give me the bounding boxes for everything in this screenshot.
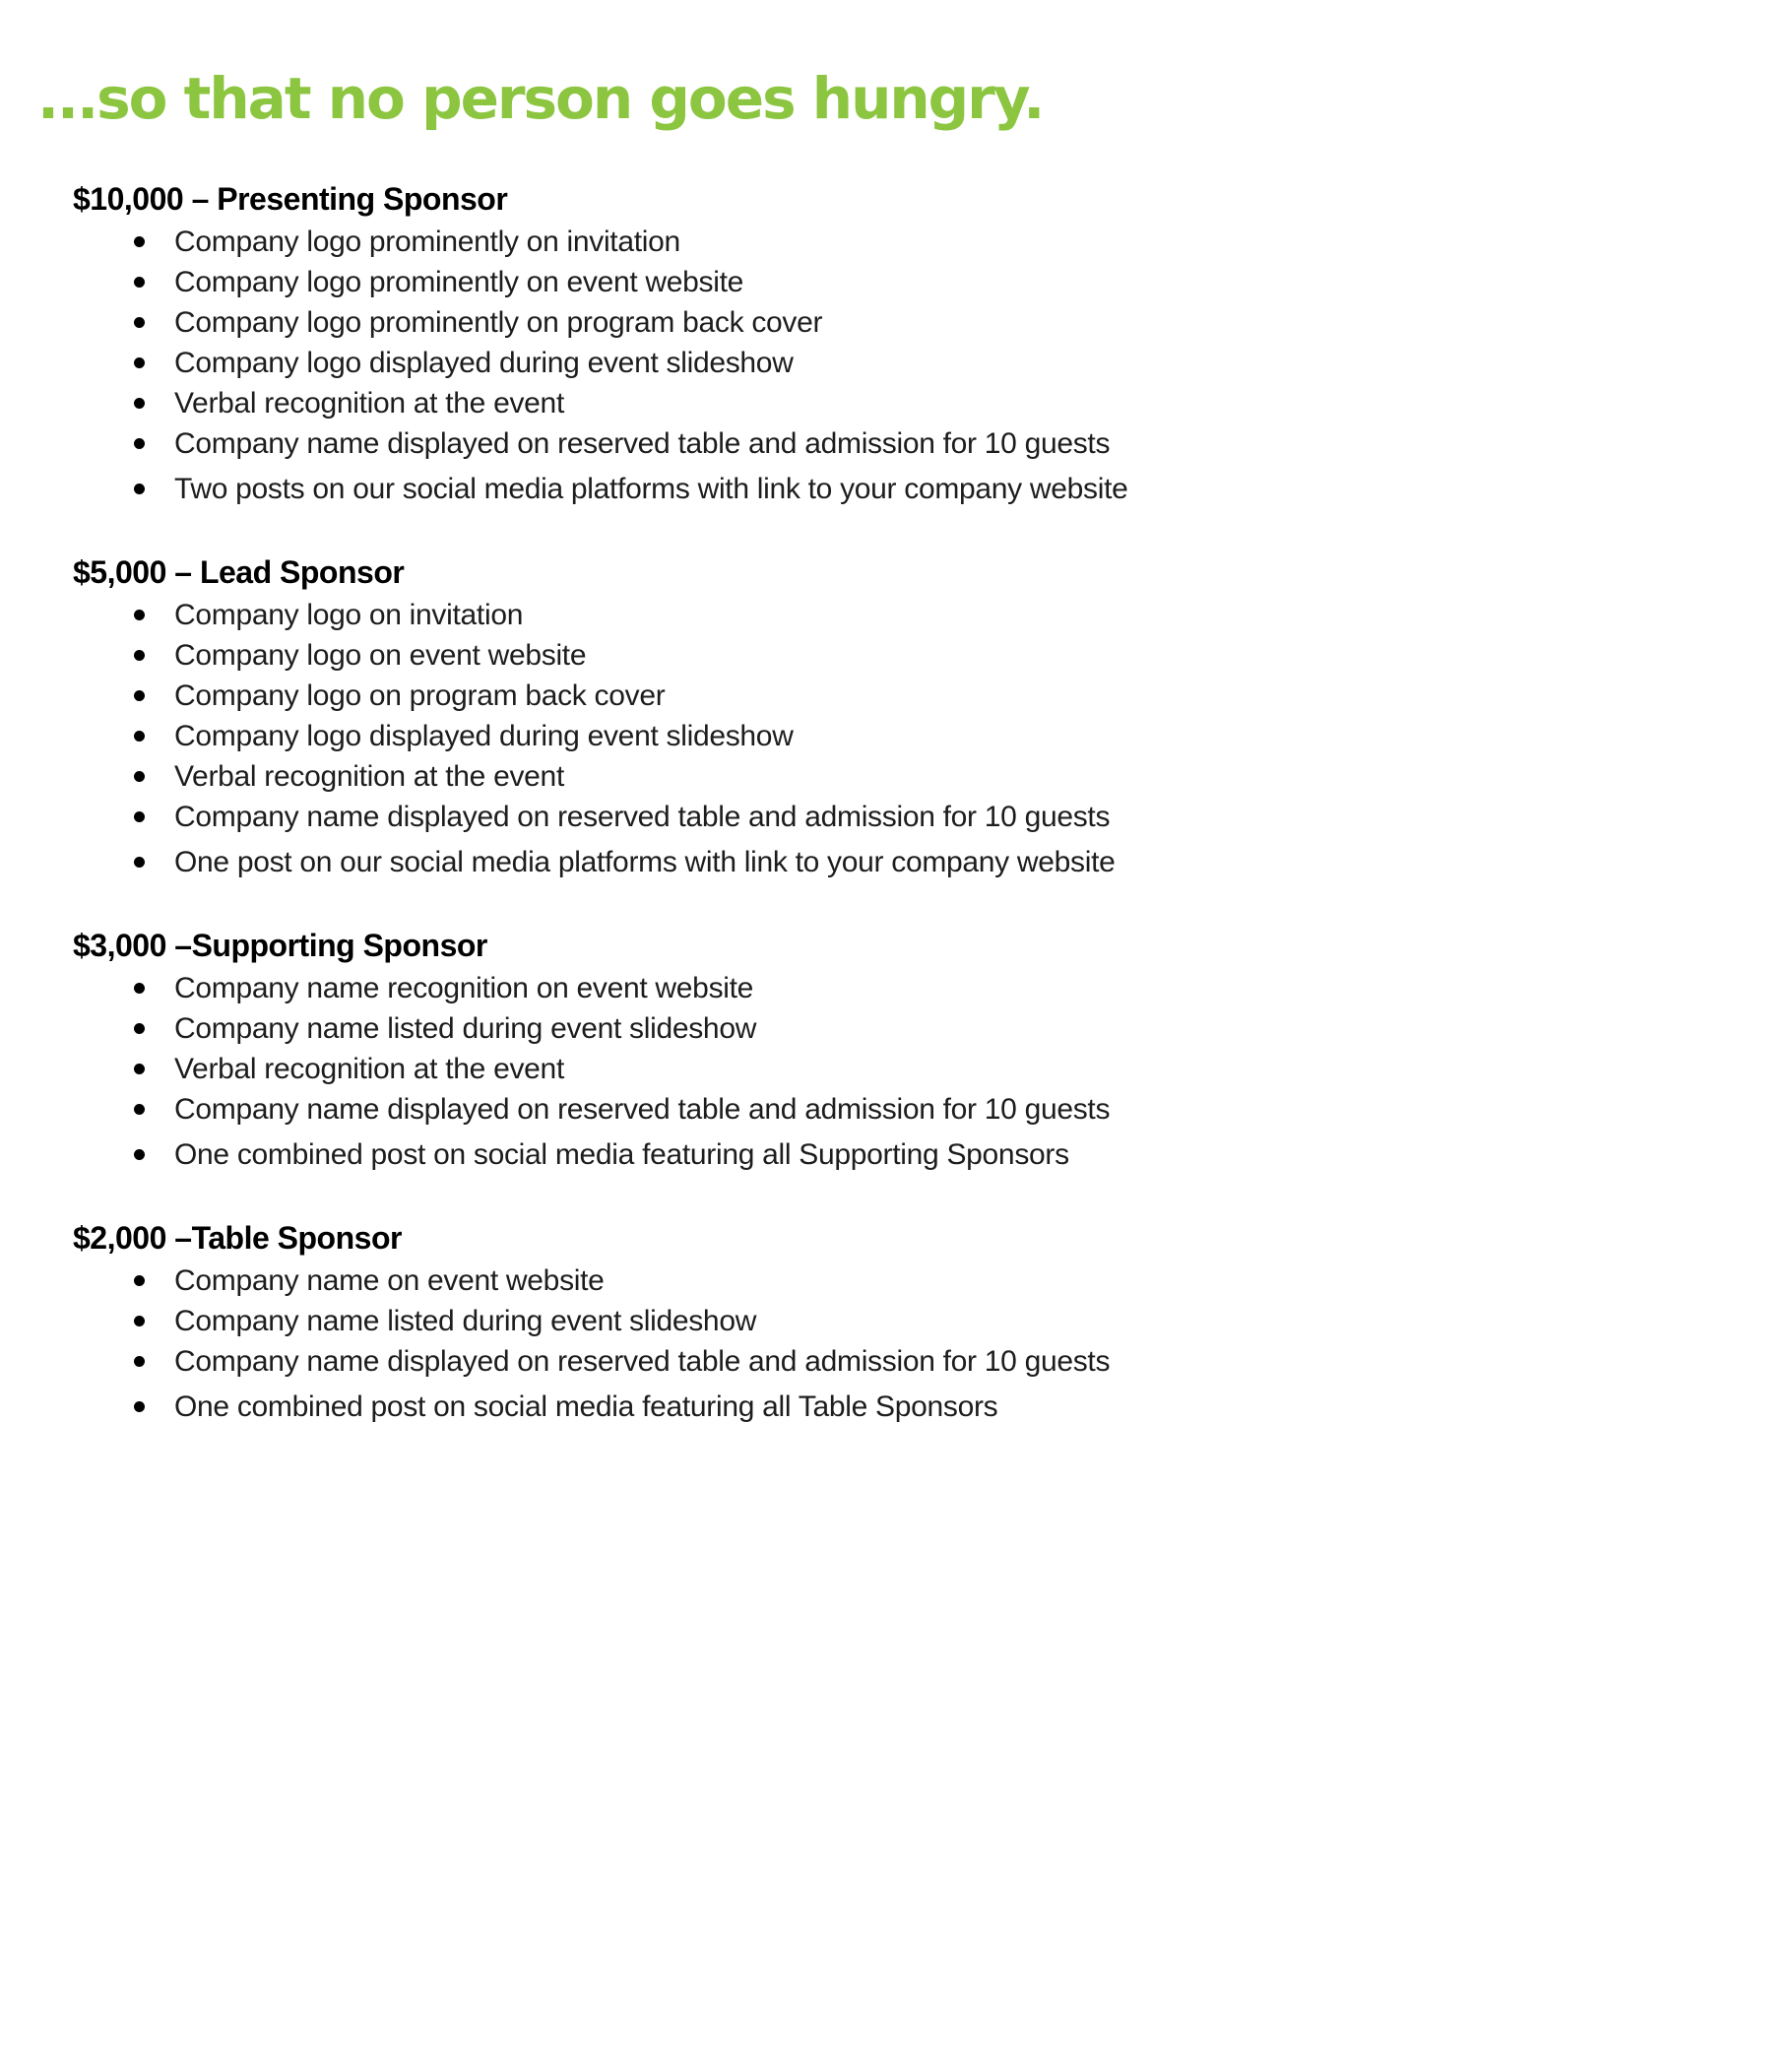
list-item: Company logo on program back cover bbox=[73, 676, 1737, 716]
list-item: Company logo prominently on invitation bbox=[73, 222, 1737, 262]
list-item: Company name displayed on reserved table and admission for 10 guests bbox=[73, 423, 1737, 464]
list-item: Company name listed during event slideshow bbox=[73, 1008, 1737, 1049]
tier-section-lead-sponsor bbox=[73, 552, 1737, 882]
tier-title-lead: $5,000 – Lead Sponsor bbox=[73, 554, 405, 591]
list-item: Company name on event website bbox=[73, 1260, 1737, 1301]
list-item: Company logo on event website bbox=[73, 635, 1737, 676]
list-item: One combined post on social media featuring all Table Sponsors bbox=[73, 1387, 1737, 1427]
list-item: Two posts on our social media platforms with link to your company website bbox=[73, 469, 1737, 509]
list-item: Verbal recognition at the event bbox=[73, 756, 1737, 797]
list-item: One combined post on social media featuring all Supporting Sponsors bbox=[73, 1134, 1737, 1175]
benefit-list-lead bbox=[73, 595, 1737, 882]
benefit-list-supporting bbox=[73, 968, 1737, 1175]
list-item: One post on our social media platforms with link to your company website bbox=[73, 842, 1737, 882]
list-item: Company name recognition on event website bbox=[73, 968, 1737, 1008]
list-item: Company logo displayed during event slideshow bbox=[73, 716, 1737, 756]
benefit-list-presenting bbox=[73, 222, 1737, 509]
list-item: Company name listed during event slideshow bbox=[73, 1301, 1737, 1341]
list-item: Company name displayed on reserved table and admission for 10 guests bbox=[73, 797, 1737, 837]
list-item: Company logo prominently on program back cover bbox=[73, 302, 1737, 343]
list-item: Company logo displayed during event slideshow bbox=[73, 343, 1737, 383]
list-item: Company logo on invitation bbox=[73, 595, 1737, 635]
tier-title-table: $2,000 –Table Sponsor bbox=[73, 1220, 402, 1257]
page-title: ...so that no person goes hungry. bbox=[37, 65, 1044, 132]
list-item: Company logo prominently on event website bbox=[73, 262, 1737, 302]
tier-title-supporting: $3,000 –Supporting Sponsor bbox=[73, 928, 487, 964]
benefit-list-table bbox=[73, 1260, 1737, 1427]
list-item: Company name displayed on reserved table and admission for 10 guests bbox=[73, 1341, 1737, 1382]
tier-section-supporting-sponsor bbox=[73, 926, 1737, 1175]
list-item: Verbal recognition at the event bbox=[73, 383, 1737, 423]
list-item: Verbal recognition at the event bbox=[73, 1049, 1737, 1089]
tier-section-table-sponsor bbox=[73, 1218, 1737, 1427]
tier-section-presenting-sponsor bbox=[73, 179, 1737, 509]
list-item: Company name displayed on reserved table and admission for 10 guests bbox=[73, 1089, 1737, 1130]
tier-title-presenting: $10,000 – Presenting Sponsor bbox=[73, 181, 508, 218]
